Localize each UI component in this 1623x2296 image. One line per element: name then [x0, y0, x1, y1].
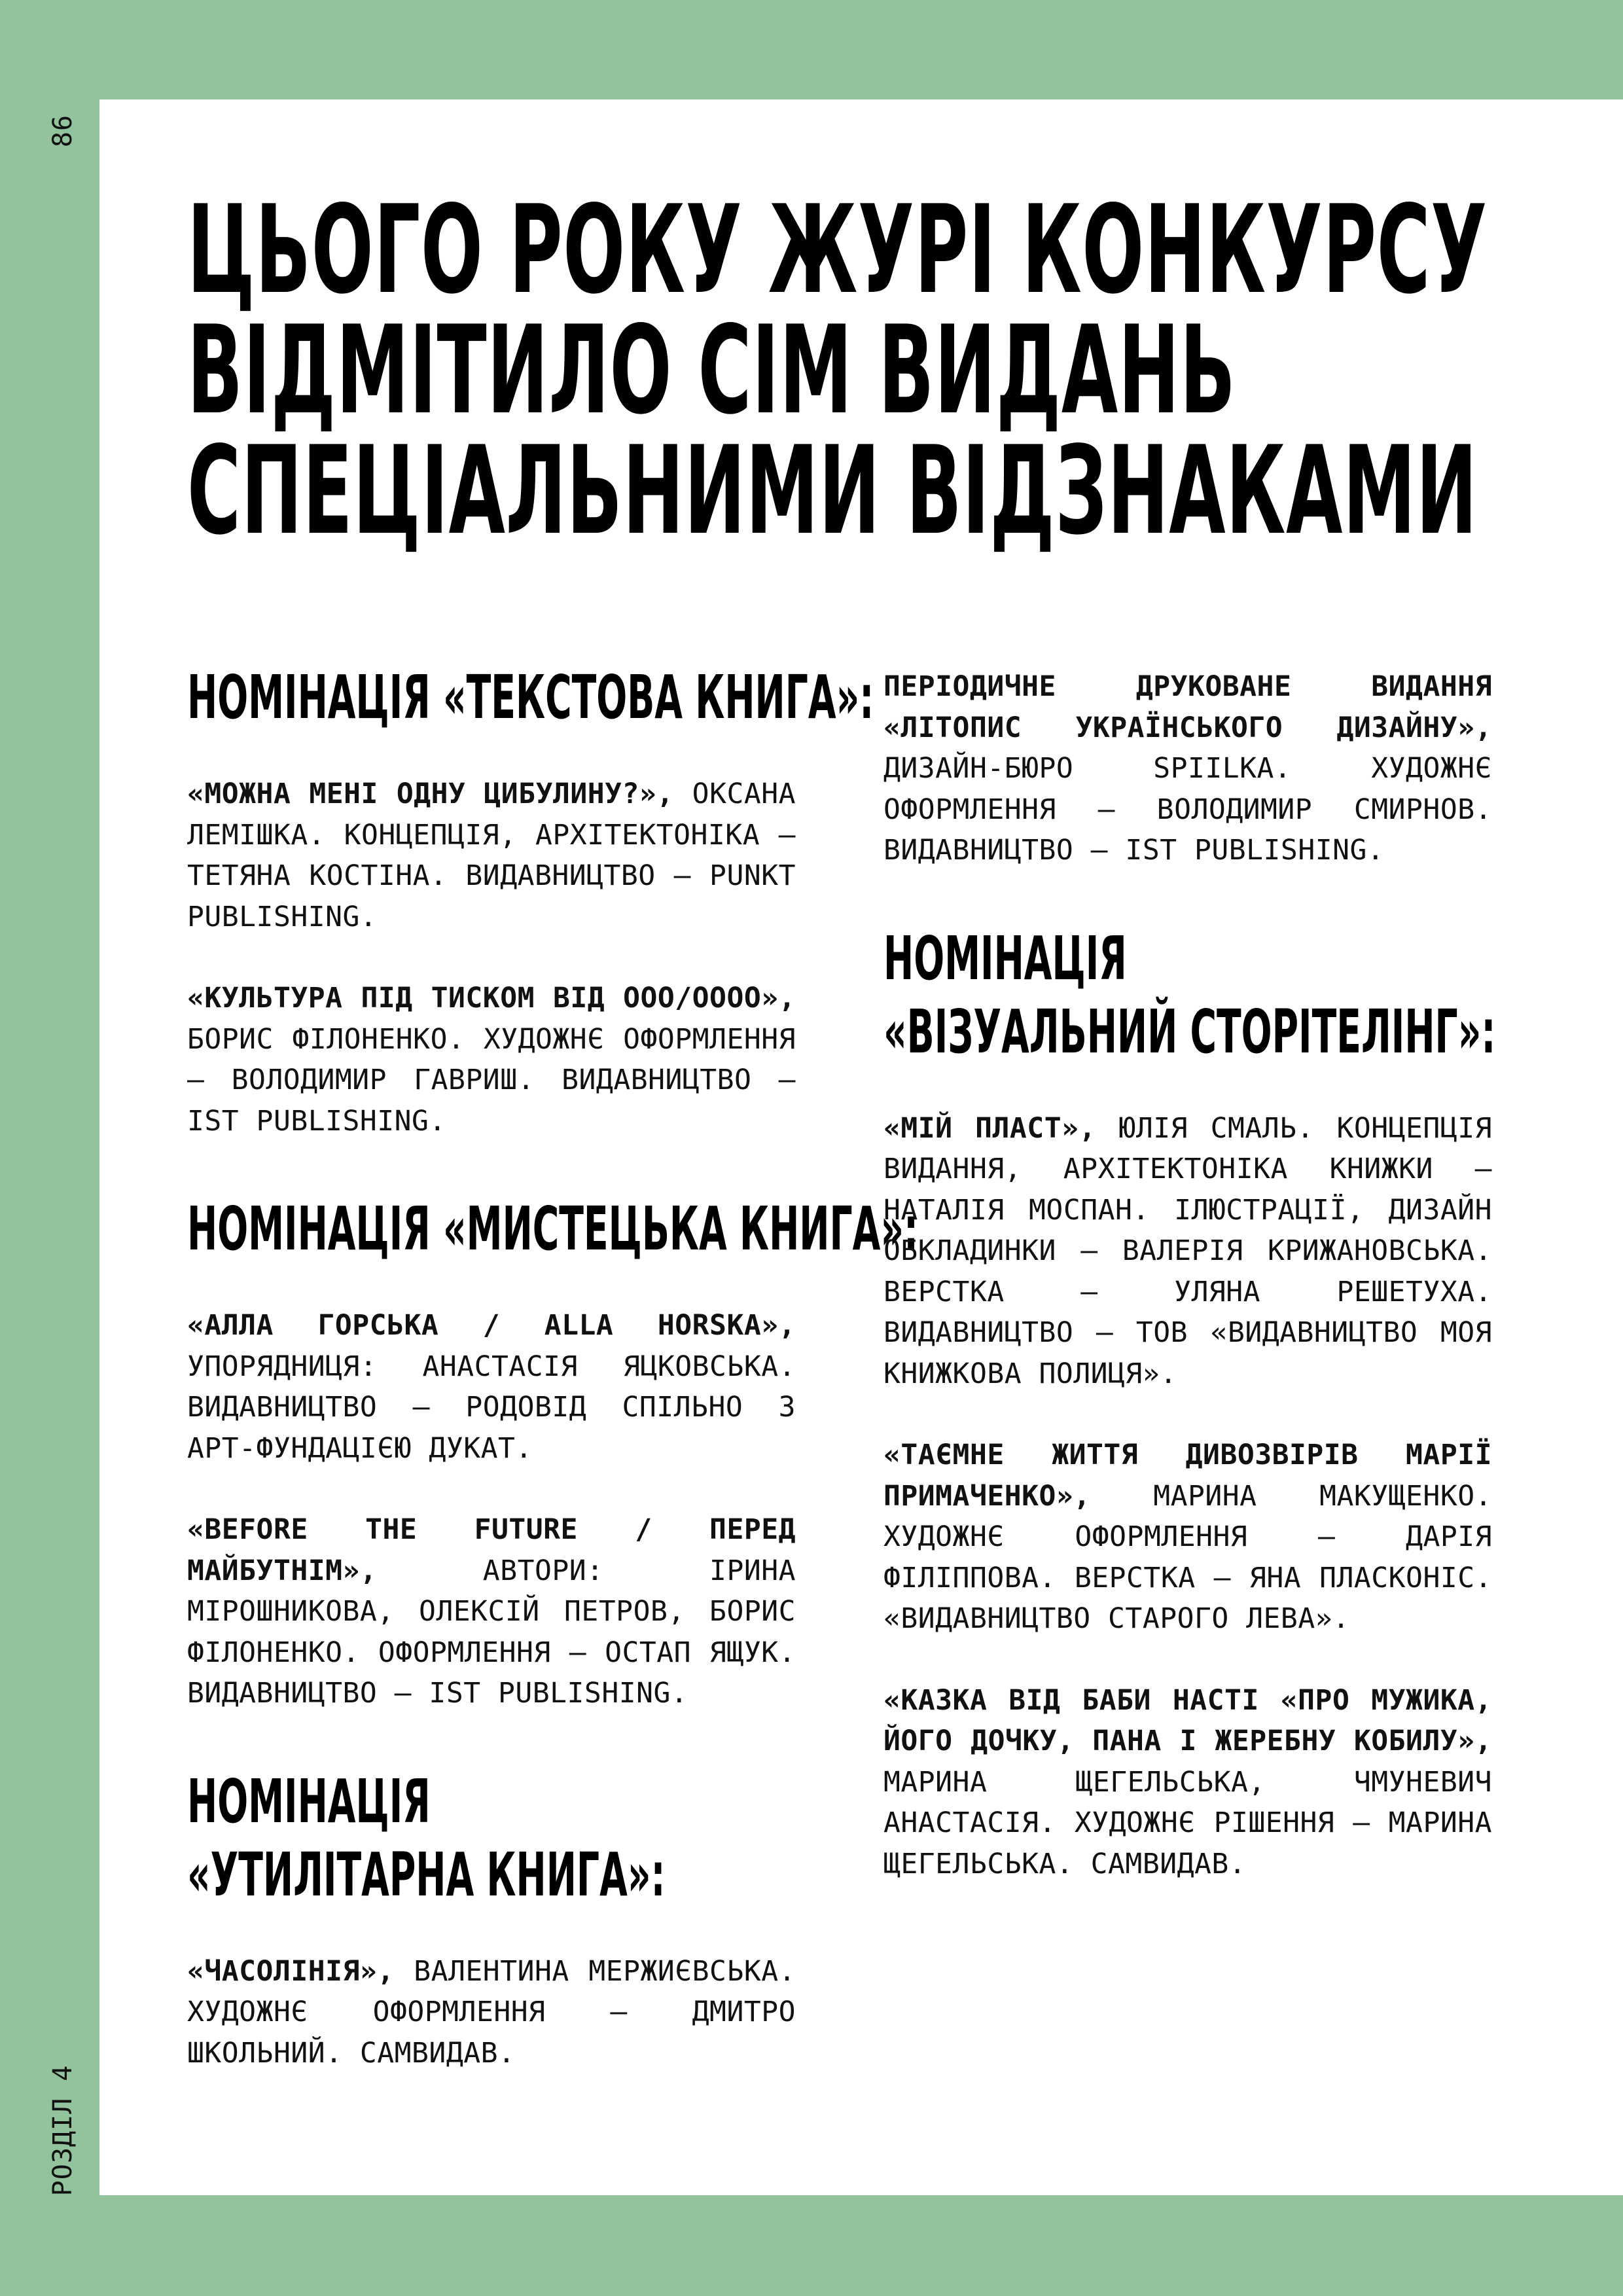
nomination-heading-art-book	[187, 1193, 919, 1266]
entry-title: «МОЖНА МЕНІ ОДНУ ЦИБУЛИНУ?»,	[187, 778, 674, 810]
entry-credits: БОРИС ФІЛОНЕНКО. ХУДОЖНЄ ОФОРМЛЕННЯ — ВОЛОДИМИР ГАВРИШ. ВИДАВНИЦТВО — IST PUBLISHING.	[187, 1022, 796, 1138]
nomination-heading-line: НОМІНАЦІЯ	[187, 1766, 431, 1837]
left-column	[187, 661, 919, 2073]
nomination-heading-line: НОМІНАЦІЯ «МИСТЕЦЬКА КНИГА»:	[187, 1194, 919, 1264]
nomination-heading-line: НОМІНАЦІЯ «ТЕКСТОВА КНИГА»:	[187, 662, 874, 732]
entry-periodical	[883, 666, 1492, 871]
entry-text-book-2	[187, 978, 796, 1141]
entry-art-book-1	[187, 1305, 796, 1469]
nomination-heading-utility-book	[187, 1765, 855, 1912]
right-column	[883, 666, 1496, 1884]
entry-credits: МАРИНА ЩЕГЕЛЬСЬКА, ЧМУНЕВИЧ АНАСТАСІЯ. ХУДОЖНЄ РІШЕННЯ — МАРИНА ЩЕГЕЛЬСЬКА. САМВИДАВ.	[883, 1765, 1492, 1880]
entry-credits: ВАЛЕНТИНА МЕРЖИЄВСЬКА. ХУДОЖНЄ ОФОРМЛЕННЯ — ДМИТРО ШКОЛЬНИЙ. САМВИДАВ.	[187, 1954, 796, 2070]
entry-title: «АЛЛА ГОРСЬКА / ALLA HORSKA»,	[187, 1309, 796, 1342]
entry-title: «МІЙ ПЛАСТ»,	[883, 1111, 1096, 1145]
page-title-line: ВІДМІТИЛО СІМ ВИДАНЬ	[187, 299, 1236, 441]
page-number: 86	[48, 114, 78, 148]
section-label: РОЗДІЛ 4	[48, 2064, 78, 2197]
entry-credits: ДИЗАЙН-БЮРО SPIILKA. ХУДОЖНЄ ОФОРМЛЕННЯ — ВОЛОДИМИР СМИРНОВ. ВИДАВНИЦТВО — IST PUBLISHING.	[883, 752, 1492, 867]
entry-credits: АВТОРИ: ІРИНА МІРОШНИКОВА, ОЛЕКСІЙ ПЕТРОВ, БОРИС ФІЛОНЕНКО. ОФОРМЛЕННЯ — ОСТАП ЯЩУК. ВИДАВНИЦТВО — IST PUBLISHING.	[187, 1554, 796, 1710]
entry-credits: ОКСАНА ЛЕМІШКА. КОНЦЕПЦІЯ, АРХІТЕКТОНІКА — ТЕТЯНА КОСТІНА. ВИДАВНИЦТВО — PUNKT PUBLISHING.	[187, 778, 796, 933]
entry-title: «КУЛЬТУРА ПІД ТИСКОМ ВІД ООО/ОООО»,	[187, 982, 796, 1014]
page-title-line: ЦЬОГО РОКУ ЖУРІ КОНКУРСУ	[187, 179, 1488, 321]
entry-art-book-2	[187, 1509, 796, 1714]
nomination-heading-line: «ВІЗУАЛЬНИЙ СТОРІТЕЛІНГ»:	[883, 996, 1496, 1067]
entry-text-book-1	[187, 774, 796, 937]
entry-credits: ЮЛІЯ СМАЛЬ. КОНЦЕПЦІЯ ВИДАННЯ, АРХІТЕКТОНІКА КНИЖКИ — НАТАЛІЯ МОСПАН. ІЛЮСТРАЦІЇ, ДИЗАЙН ОБКЛАДИНКИ — ВАЛЕРІЯ КРИЖАНОВСЬКА. ВЕРСТКА — УЛЯНА РЕШЕТУХА. ВИДАВНИЦТВО — ТОВ «ВИДАВНИЦТВО МОЯ КНИЖКОВА ПОЛИЦЯ».	[883, 1111, 1492, 1390]
entry-utility-book-1	[187, 1951, 796, 2074]
entry-title: «BEFORE THE FUTURE / ПЕРЕД МАЙБУТНІМ»,	[187, 1513, 796, 1587]
entry-visual-storytelling-1	[883, 1108, 1492, 1395]
page-title-line: СПЕЦІАЛЬНИМИ ВІДЗНАКАМИ	[187, 420, 1478, 562]
nomination-heading-text-book	[187, 661, 874, 734]
entry-credits: МАРИНА МАКУЩЕНКО. ХУДОЖНЄ ОФОРМЛЕННЯ — ДАРІЯ ФІЛІППОВА. ВЕРСТКА — ЯНА ПЛАСКОНІС. «ВИДАВНИЦТВО СТАРОГО ЛЕВА».	[883, 1479, 1492, 1635]
entry-title: «ЧАСОЛІНІЯ»,	[187, 1954, 395, 1988]
entry-credits: УПОРЯДНИЦЯ: АНАСТАСІЯ ЯЦКОВСЬКА. ВИДАВНИЦТВО — РОДОВІД СПІЛЬНО З АРТ-ФУНДАЦІЄЮ ДУКАТ.	[187, 1350, 796, 1465]
page-title	[187, 179, 1488, 562]
nomination-heading-line: «УТИЛІТАРНА КНИГА»:	[187, 1839, 666, 1910]
entry-title: «КАЗКА ВІД БАБИ НАСТІ «ПРО МУЖИКА, ЙОГО ДОЧКУ, ПАНА І ЖЕРЕБНУ КОБИЛУ»,	[883, 1683, 1492, 1757]
entry-title: «ТАЄМНЕ ЖИТТЯ ДИВОЗВІРІВ МАРІЇ ПРИМАЧЕНКО»,	[883, 1439, 1492, 1513]
entry-title: ПЕРІОДИЧНЕ ДРУКОВАНЕ ВИДАННЯ «ЛІТОПИС УКРАЇНСЬКОГО ДИЗАЙНУ»,	[883, 670, 1492, 744]
nomination-heading-visual-storytelling	[883, 922, 1551, 1069]
entry-visual-storytelling-2	[883, 1435, 1492, 1640]
entry-visual-storytelling-3	[883, 1680, 1492, 1885]
nomination-heading-line: НОМІНАЦІЯ	[883, 923, 1127, 994]
